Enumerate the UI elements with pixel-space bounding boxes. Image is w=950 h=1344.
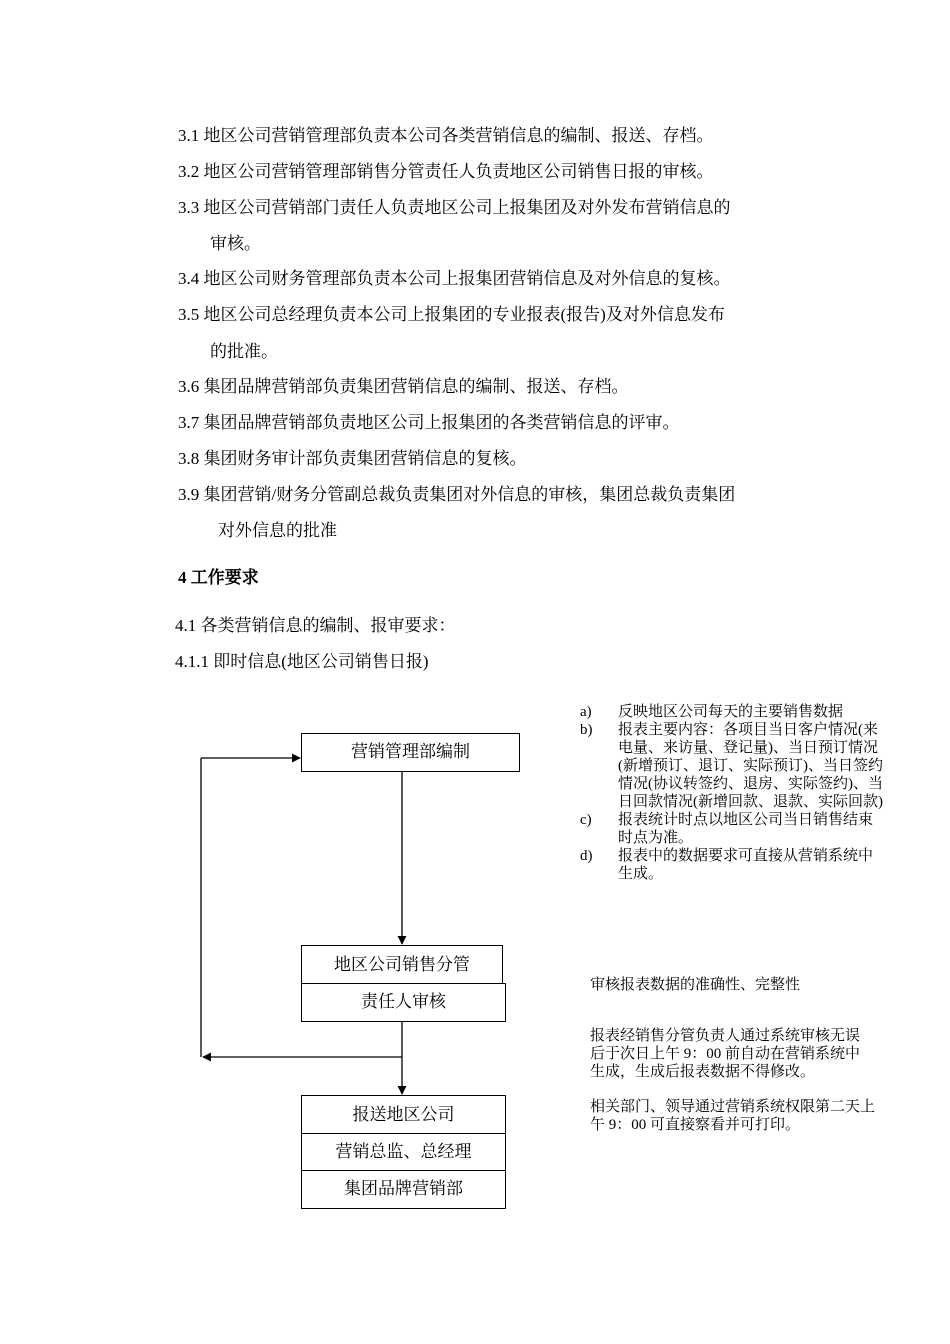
- item-number: 3.7: [178, 413, 200, 432]
- subsection-4-1: 4.1 各类营销信息的编制、报审要求：: [175, 616, 456, 635]
- section-heading: 4 工作要求: [178, 568, 259, 587]
- subsection-4-1-1: 4.1.1 即时信息(地区公司销售日报): [175, 652, 429, 671]
- list-marker: b): [580, 722, 593, 738]
- report-note-2: 相关部门、领导通过营销系统权限第二天上午 9：00 可直接察看并可打印。: [590, 1099, 876, 1133]
- item-number: 3.9: [178, 485, 200, 504]
- list-text: 报表中的数据要求可直接从营销系统中生成。: [618, 848, 874, 882]
- list-marker: a): [580, 704, 592, 720]
- item-text: 集团营销/财务分管副总裁负责集团对外信息的审核，集团总裁负责集团: [203, 485, 736, 504]
- item-text: 集团品牌营销部负责地区公司上报集团的各类营销信息的评审。: [203, 413, 680, 432]
- item-3-3-continuation: 审核。: [210, 234, 261, 253]
- flow-box-sales-review-bottom: 责任人审核: [301, 983, 506, 1022]
- item-text: 地区公司营销管理部销售分管责任人负责地区公司销售日报的审核。: [203, 162, 714, 181]
- item-number: 3.4: [178, 269, 200, 288]
- notes-list: [580, 703, 885, 883]
- flow-box-report-1: 报送地区公司: [301, 1095, 506, 1135]
- list-marker: c): [580, 812, 592, 828]
- list-text: 报表主要内容：各项目当日客户情况(来电量、来访量、登记量)、当日预订情况(新增预订、退订、实际预订)、当日签约情况(协议转签约、退房、实际签约)、当日回款情况(新增回款、退款、实际回款): [618, 722, 883, 810]
- item-number: 3.6: [178, 377, 200, 396]
- item-number: 3.1: [178, 126, 200, 145]
- item-text: 地区公司财务管理部负责本公司上报集团营销信息及对外信息的复核。: [203, 269, 731, 288]
- review-note: 审核报表数据的准确性、完整性: [590, 977, 801, 993]
- item-text: 集团财务审计部负责集团营销信息的复核。: [203, 449, 527, 468]
- item-text: 地区公司营销部门责任人负责地区公司上报集团及对外发布营销信息的: [203, 198, 731, 217]
- item-3-5-continuation: 的批准。: [210, 342, 278, 361]
- report-note-1: 报表经销售分管负责人通过系统审核无误后于次日上午 9：00 前自动在营销系统中生成，生成后报表数据不得修改。: [590, 1028, 861, 1080]
- flow-box-marketing-edit: 营销管理部编制: [301, 733, 520, 772]
- item-text: 集团品牌营销部负责集团营销信息的编制、报送、存档。: [203, 377, 629, 396]
- list-marker: d): [580, 848, 593, 864]
- list-item: [580, 847, 885, 883]
- item-number: 3.2: [178, 162, 200, 181]
- list-item: [580, 721, 885, 811]
- item-number: 3.5: [178, 305, 200, 324]
- item-text: 地区公司营销管理部负责本公司各类营销信息的编制、报送、存档。: [203, 126, 714, 145]
- item-text: 地区公司总经理负责本公司上报集团的专业报表(报告)及对外信息发布: [203, 305, 725, 324]
- list-item: [580, 811, 885, 847]
- flow-box-report-2: 营销总监、总经理: [301, 1133, 506, 1172]
- list-text: 报表统计时点以地区公司当日销售结束时点为准。: [618, 812, 874, 846]
- item-number: 3.8: [178, 449, 200, 468]
- flow-box-sales-review-top: 地区公司销售分管: [301, 945, 503, 985]
- list-item: [580, 703, 885, 721]
- flow-box-report-3: 集团品牌营销部: [301, 1170, 506, 1209]
- list-text: 反映地区公司每天的主要销售数据: [618, 704, 844, 720]
- item-number: 3.3: [178, 198, 200, 217]
- item-3-9-continuation: 对外信息的批准: [218, 521, 337, 540]
